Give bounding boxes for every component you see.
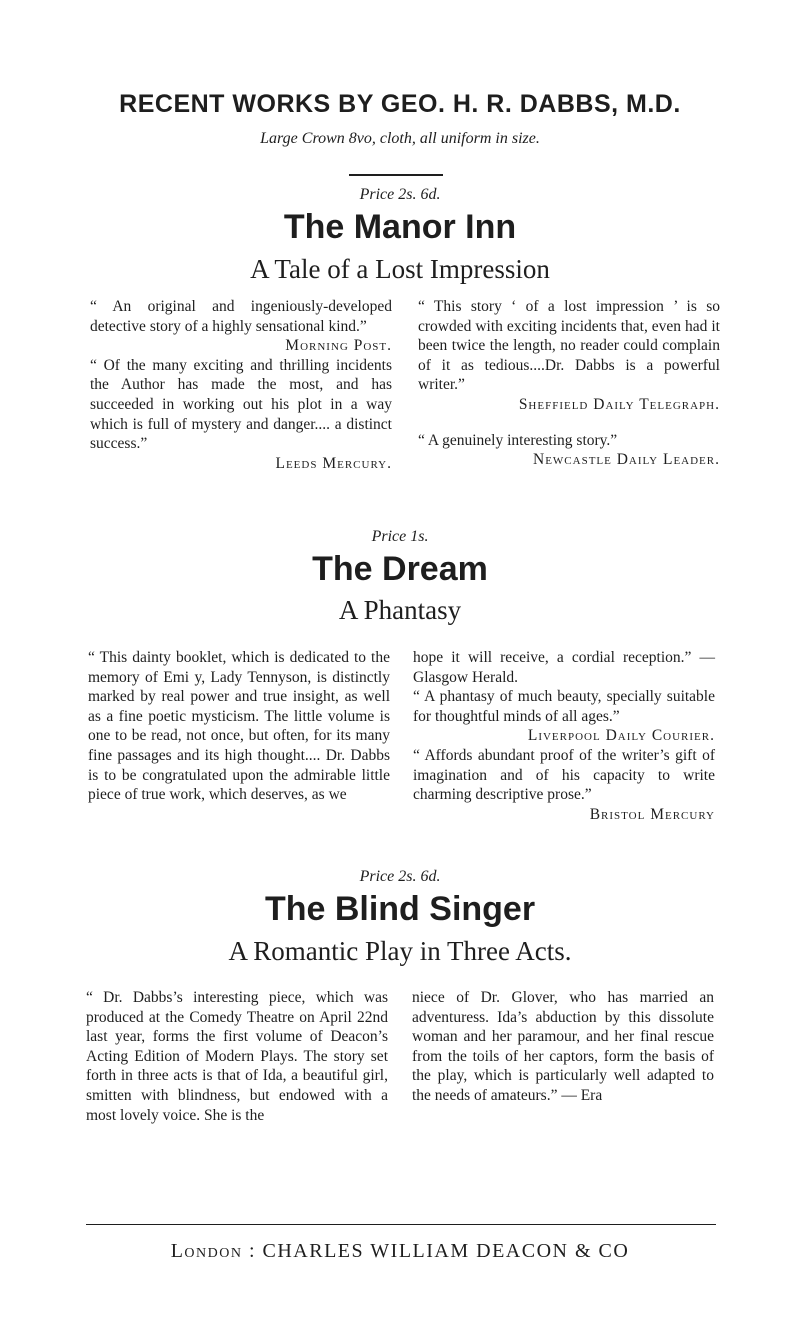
review-quote: “ This dainty booklet, which is dedicated to the memory of Emi y, Lady Tennyson, is distinctly marked by real power and true insight, as well as a fine poetic mysticism. The little volume is one to be read, not once, but often, for its many fine passages and its high thought.... Dr. Dabbs is to be congratulated upon the admirable little piece of true work, which deserves, as we [88,649,390,804]
review-quote: “ A genuinely interesting story.” [418,431,618,449]
review-column-left [86,988,388,1125]
book-price: Price 1s. [371,528,429,545]
book-title: The Dream [312,550,488,588]
review-source: Morning Post. [285,337,392,355]
book-subtitle: A Romantic Play in Three Acts. [228,936,572,966]
book-subtitle: A Phantasy [338,595,462,625]
review-quote: “ Of the many exciting and thrilling incidents the Author has made the most, and has succeeded in working out his plot in a way which is full of mystery and danger.... a distinct success.” [90,356,392,453]
book-price: Price 2s. 6d. [359,868,441,885]
review-source: Sheffield Daily Telegraph. [518,395,720,413]
book-price: Price 2s. 6d. [359,186,441,203]
review-quote: “ Affords abundant proof of the writer’s gift of imagination and of his capacity to write charming descriptive prose.” [413,746,715,804]
review-quote: hope it will receive, a cordial reception.” — Glasgow Herald. [413,649,715,686]
review-quote: “ Dr. Dabbs’s interesting piece, which was produced at the Comedy Theatre on April 22nd last year, forms the first volume of Deacon’s Acting Edition of Modern Plays. The story set forth in three acts is that of Ida, a beautiful girl, smitten with blindness, but endowed with a most lovely voice. She is the [86,989,388,1124]
review-source: Bristol Mercury [589,805,715,823]
review-column-left [88,648,390,805]
review-column-right [412,988,714,1106]
divider [86,1224,716,1225]
review-source: Newcastle Daily Leader. [533,451,720,469]
book-title: The Manor Inn [283,208,517,246]
publisher-name: CHARLES WILLIAM DEACON & CO [262,1240,630,1262]
review-column-left [90,297,392,473]
book-title: The Blind Singer [264,890,536,928]
review-source: Leeds Mercury. [275,454,392,472]
page-title: RECENT WORKS BY GEO. H. R. DABBS, M.D. [119,90,681,118]
review-quote: niece of Dr. Glover, who has married an adventuress. Ida’s abduction by this dissolute woman and her paramour, and her final rescue from the toils of her captors, form the basis of the play, which is particularly well adapted to the needs of amateurs.” — Era [412,989,714,1104]
review-quote: “ An original and ingeniously-developed detective story of a highly sensational kind.” [90,298,392,335]
review-source: Liverpool Daily Courier. [527,727,715,745]
review-quote: “ A phantasy of much beauty, specially suitable for thoughtful minds of all ages.” [413,688,715,725]
publisher-city: London : [170,1240,257,1262]
review-column-right [418,297,720,470]
review-column-right [413,648,715,824]
format-note: Large Crown 8vo, cloth, all uniform in size. [260,130,540,147]
publisher-footer [0,1240,800,1263]
book-subtitle: A Tale of a Lost Impression [250,254,550,284]
review-quote: “ This story ‘ of a lost impression ’ is so crowded with exciting incidents that, even had it been twice the length, no reader could complain of it as tedious....Dr. Dabbs is a powerful writer.” [418,298,720,394]
divider [349,174,443,176]
